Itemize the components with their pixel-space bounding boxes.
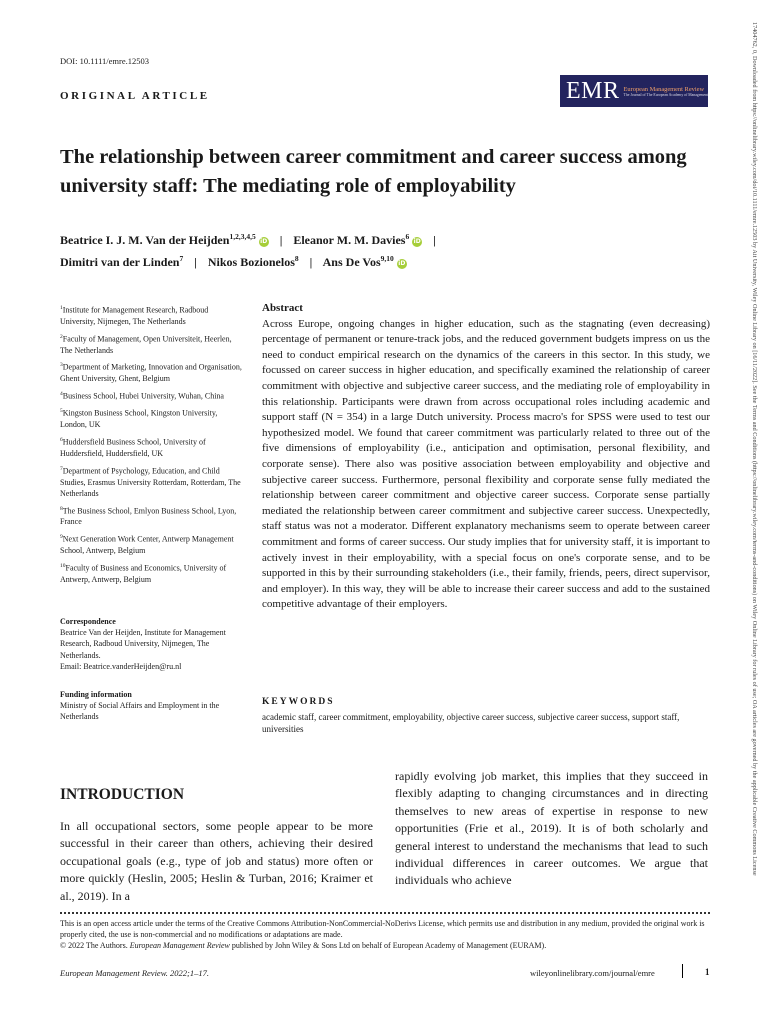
keywords-block <box>262 696 710 735</box>
keywords-text: academic staff, career commitment, employability, objective career success, subjective career success, support staff, universities <box>262 712 680 734</box>
footer-divider <box>682 964 683 978</box>
author-separator: | <box>433 233 436 247</box>
affiliation-number: 6 <box>60 437 63 444</box>
funding-block <box>60 689 245 723</box>
author-separator: | <box>279 233 283 247</box>
author-separator: | <box>309 255 313 269</box>
affiliation-item <box>60 389 245 402</box>
author-name[interactable]: Dimitri van der Linden <box>60 255 180 269</box>
affiliation-item <box>60 532 245 556</box>
affiliation-text: Huddersfield Business School, University of Huddersfield, Huddersfield, UK <box>60 437 206 458</box>
logo-name: European Management Review <box>623 85 705 93</box>
copyright-journal: European Management Review <box>129 941 230 950</box>
journal-logo <box>560 75 708 107</box>
logo-abbr: EMR <box>566 78 620 104</box>
affiliation-item <box>60 332 245 356</box>
affiliation-number: 1 <box>60 305 63 311</box>
funding-text: Ministry of Social Affairs and Employment in the Netherlands <box>60 701 220 722</box>
dotted-divider <box>60 912 710 914</box>
affiliation-number: 3 <box>60 362 63 369</box>
affiliation-item <box>60 435 245 459</box>
affiliation-number: 7 <box>60 465 63 472</box>
author-affil-sup: 6 <box>405 232 410 241</box>
license-block <box>60 918 710 951</box>
author-affil-sup: 8 <box>294 254 299 263</box>
affiliation-item <box>60 406 245 430</box>
footer-journal: European Management Review. 2022;1–17. <box>60 968 209 978</box>
affiliation-number: 2 <box>60 333 63 340</box>
affiliation-number: 4 <box>60 390 63 397</box>
affiliation-item <box>60 360 245 384</box>
author-affil-sup: 7 <box>179 254 184 263</box>
affiliations-list <box>60 303 245 590</box>
affiliation-text: The Business School, Emlyon Business School, Lyon, France <box>60 506 237 527</box>
affiliation-text: Department of Marketing, Innovation and Organisation, Ghent University, Ghent, Belgium <box>60 362 242 384</box>
affiliation-text: Faculty of Management, Open Universiteit, Heerlen, The Netherlands <box>60 334 232 355</box>
article-title: The relationship between career commitment and career success among university staff: The mediating role of employability <box>60 146 687 197</box>
orcid-icon[interactable]: iD <box>260 238 268 245</box>
author-line-2 <box>60 254 407 270</box>
article-type: ORIGINAL ARTICLE <box>60 90 210 102</box>
author-name[interactable]: Nikos Bozionelos <box>207 255 295 269</box>
keywords-heading: KEYWORDS <box>262 697 335 707</box>
abstract-heading: Abstract <box>262 302 303 314</box>
author-affil-sup: 9,10 <box>380 254 394 263</box>
affiliation-text: Institute for Management Research, Radboud University, Nijmegen, The Netherlands <box>60 305 209 326</box>
author-name[interactable]: Eleanor M. M. Davies <box>293 233 406 247</box>
affiliation-number: 9 <box>60 534 63 541</box>
correspondence-block <box>60 616 245 672</box>
correspondence-email[interactable]: Email: Beatrice.vanderHeijden@ru.nl <box>60 661 182 671</box>
author-line-1 <box>60 232 444 248</box>
affiliation-number: 10 <box>60 562 66 569</box>
author-separator: | <box>194 255 197 269</box>
affiliation-text: Faculty of Business and Economics, University of Antwerp, Antwerp, Belgium <box>60 563 227 584</box>
affiliation-item <box>60 464 245 499</box>
abstract-block <box>262 301 710 613</box>
orcid-icon[interactable]: iD <box>398 260 406 267</box>
affiliation-item <box>60 504 245 528</box>
author-affil-sup: 1,2,3,4,5 <box>229 232 256 241</box>
correspondence-heading: Correspondence <box>60 617 116 626</box>
footer-url-link[interactable]: wileyonlinelibrary.com/journal/emre <box>530 968 655 978</box>
copyright-line <box>60 940 710 951</box>
copyright-suffix: published by John Wiley & Sons Ltd on behalf of European Academy of Management (EURAM). <box>229 941 547 950</box>
orcid-icon[interactable]: iD <box>413 238 421 245</box>
license-text: This is an open access article under the terms of the Creative Commons Attribution-NonCommercial-NoDerivs License, which permits use and distribution in any medium, provided the original work is properly cited, the use is non-commercial and no modifications or adaptations are made. <box>60 919 705 939</box>
doi-text: DOI: 10.1111/emre.12503 <box>60 56 149 66</box>
affiliation-item <box>60 561 245 585</box>
introduction-heading: INTRODUCTION <box>60 786 185 803</box>
affiliation-text: Next Generation Work Center, Antwerp Management School, Antwerp, Belgium <box>60 534 234 556</box>
affiliation-text: Kingston Business School, Kingston University, London, UK <box>60 409 218 430</box>
affiliation-text: Department of Psychology, Education, and Child Studies, Erasmus University Rotterdam, Rotterdam, The Netherlands <box>60 466 241 498</box>
introduction-left-column: In all occupational sectors, some people appear to be more successful in their career than others, achieving their desired occupational goals (e.g., type of job and status) more often or more quickly (Heslin, 2005; Heslin & Turban, 2016; Kraimer et al., 2019). In a <box>60 819 373 903</box>
logo-subtitle: The Journal of The European Academy of Management <box>623 92 709 97</box>
page-number: 1 <box>705 967 710 977</box>
affiliation-item <box>60 303 245 327</box>
author-name[interactable]: Beatrice I. J. M. Van der Heijden <box>60 233 230 247</box>
affiliation-number: 5 <box>60 408 63 415</box>
download-margin-note: 17404762, 0, Downloaded from https://onlinelibrary.wiley.com/doi/10.1111/emre.12503 by Ait University, Wiley Online Library on [16/11/2022]. See the Terms and Conditions (https://onlinelibrary.wiley.com/terms-and-conditions) on Wiley Online Library for rules of use; OA articles are governed by the applicable Creative Commons License <box>751 22 758 876</box>
introduction-right-column: rapidly evolving job market, this implies that they succeed in flexibly adapting to changing circumstances and in directing themselves to new areas of expertise in response to new opportunities (Frie et al., 2019). It is of both scholarly and general interest to understand the mechanisms that lead to such individual differences in career outcomes. We argue that individuals who achieve <box>395 769 708 888</box>
correspondence-text: Beatrice Van der Heijden, Institute for Management Research, Radboud University, Nijmegen, The Netherlands. <box>60 628 226 660</box>
copyright-prefix: © 2022 The Authors. <box>60 941 130 950</box>
author-name[interactable]: Ans De Vos <box>322 255 381 269</box>
abstract-text: Across Europe, ongoing changes in higher education, such as the stagnating (even decreasing) percentage of permanent or tenure-track jobs, and the reduced government budgets impress on us the need to conduct empirical research on the dynamics of the careers in this sector. In this study, we focussed on career success in higher education, and specifically examined the relationship of career commitment with objective and subjective career success, and the mediating role of employability in this relationship. Participants were drawn from across occupational roles including academic and support staff (N = 354) in a large Dutch university. Process macro's for SPSS were used to test our hypothesized model. We found that career commitment was particularly related to three out of the five dimensions of employability (i.e., anticipation and optimisation, personal flexibility, and corporate sense). There also was positive association between employability and objective and subjective career success. Furthermore, personal flexibility and corporate sense fully mediated the relationship between career commitment and objective career success. Corporate sense partially mediated the relationship between career commitment and subjective career success. Unexpectedly, staff status was not a moderator. Different explanatory mechanisms seem to operate between career commitment and forms of career success. Our study implies that for university staff, it is important to actively invest in their employability, with a special focus on one's corporate sense, and to be supported in this by their surrounding stakeholders (i.e., their family, friends, peers, direct supervisor, and employer). In this way, they will be able to increase their career success and add to the sustained competitive advantage of their employers. <box>262 317 710 611</box>
affiliation-text: Business School, Hubei University, Wuhan, China <box>62 391 224 401</box>
funding-heading: Funding information <box>60 690 132 699</box>
affiliation-number: 8 <box>60 505 63 512</box>
